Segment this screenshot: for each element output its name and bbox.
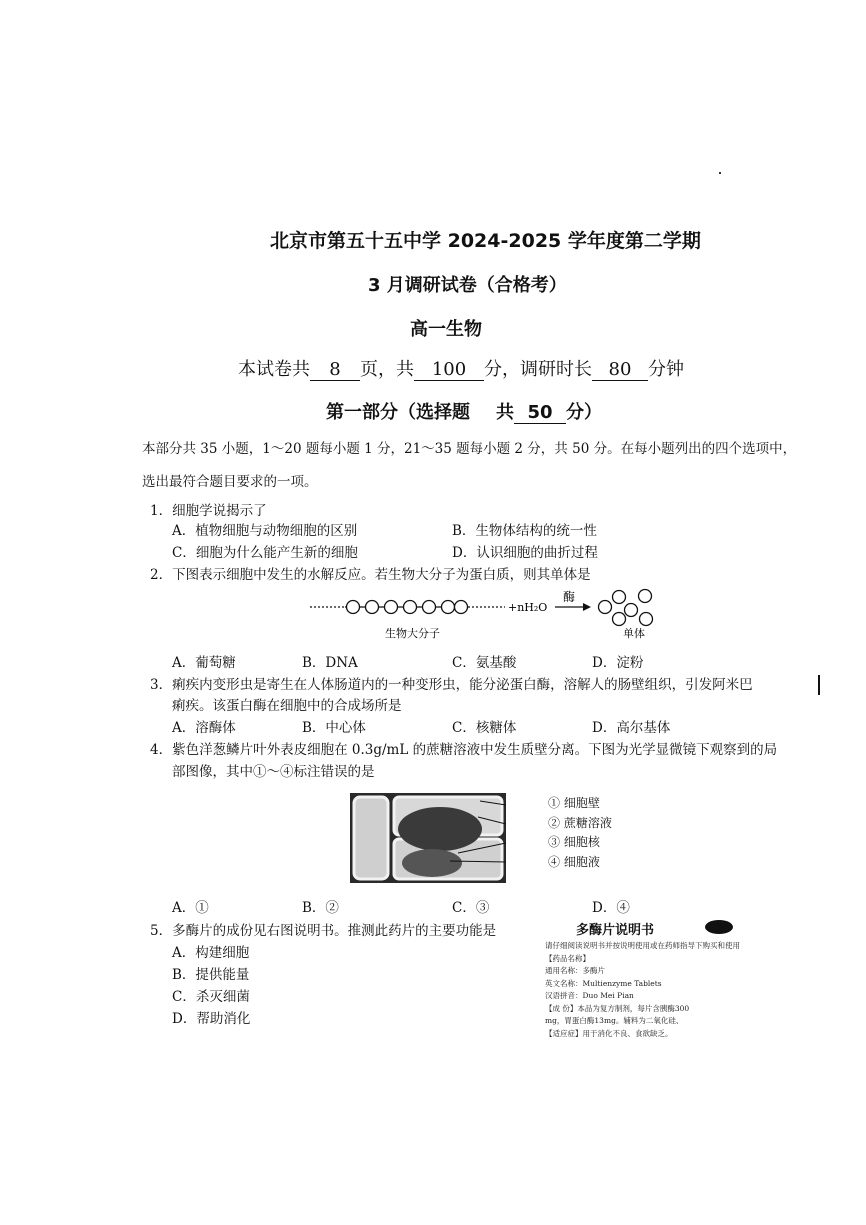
free-monomer	[625, 604, 638, 617]
micrograph-labels	[548, 794, 612, 872]
reaction-arrowhead	[583, 603, 591, 611]
vacuole-dark	[398, 807, 482, 851]
part1-points: 50	[514, 402, 566, 424]
manual-line: 英文名称：Multienzyme Tablets	[545, 978, 662, 988]
manual-line: 汉语拼音：Duo Mei Pian	[545, 991, 634, 1000]
question-1-option-c[interactable]: C．细胞为什么能产生新的细胞	[172, 545, 358, 561]
question-5-option-c[interactable]: C．杀灭细菌	[172, 989, 250, 1005]
question-3-stem: 3．痢疾内变形虫是寄生在人体肠道内的一种变形虫，能分泌蛋白酶，溶解人的肠壁组织，引发阿米巴	[150, 677, 753, 693]
monomer-circle	[455, 601, 468, 614]
manual-logo	[702, 917, 736, 937]
manual-line: 【成 份】本品为复方制剂，每片含胰酶300	[545, 1003, 690, 1013]
page-count: 8	[310, 359, 360, 381]
question-3-option-d[interactable]: D．高尔基体	[592, 720, 671, 736]
cell-left	[354, 797, 388, 879]
question-3-option-b[interactable]: B．中心体	[302, 720, 366, 736]
question-4-stem: 4．紫色洋葱鳞片叶外表皮细胞在 0.3g/mL 的蔗糖溶液中发生质壁分离。下图为光学显微镜下观察到的局	[150, 742, 778, 758]
manual-line: 【药品名称】	[545, 953, 590, 963]
exam-duration: 80	[592, 359, 648, 381]
scan-speck	[719, 172, 721, 174]
exam-info-score-prefix: 页，共	[360, 359, 414, 380]
part1-instruction-line2: 选出最符合题目要求的一项。	[142, 474, 318, 490]
question-3-stem-cont: 痢疾。该蛋白酶在细胞中的合成场所是	[172, 698, 402, 714]
subject-title: 高一生物	[410, 319, 482, 340]
part1-heading-mid: 共	[496, 402, 514, 423]
question-4-option-c[interactable]: C．③	[452, 900, 490, 916]
monomer-label: 单体	[623, 627, 645, 640]
protoplast	[402, 849, 462, 877]
monomer-circle	[366, 601, 379, 614]
water-label: +nH₂O	[508, 601, 548, 614]
question-1-option-a[interactable]: A．植物细胞与动物细胞的区别	[172, 523, 358, 539]
question-2-option-b[interactable]: B．DNA	[302, 655, 358, 671]
exam-info-time-prefix: 分，调研时长	[484, 359, 592, 380]
question-4-stem-cont: 部图像，其中①～④标注错误的是	[172, 764, 375, 780]
total-score: 100	[414, 359, 484, 381]
monomer-circle	[442, 601, 455, 614]
manual-line: 通用名称：多酶片	[545, 966, 605, 975]
label-2: ② 蔗糖溶液	[548, 815, 612, 830]
exam-subtitle: 3 月调研试卷（合格考）	[368, 275, 567, 296]
manual-text	[545, 940, 740, 1040]
part1-instruction-line1: 本部分共 35 小题，1～20 题每小题 1 分，21～35 题每小题 2 分，共 50 分。在每小题列出的四个选项中，	[142, 441, 797, 457]
question-3-option-a[interactable]: A．溶酶体	[172, 720, 236, 736]
exam-info-line	[238, 355, 684, 381]
free-monomer	[613, 591, 626, 604]
question-5-stem: 5．多酶片的成份见右图说明书。推测此药片的主要功能是	[150, 923, 497, 939]
label-4: ④ 细胞液	[548, 854, 600, 869]
label-3: ③ 细胞核	[548, 835, 600, 849]
label-1: ① 细胞壁	[548, 796, 600, 810]
exam-title: 北京市第五十五中学 2024-2025 学年度第二学期	[270, 230, 701, 252]
question-1-option-b[interactable]: B．生物体结构的统一性	[452, 523, 597, 539]
question-4-option-a[interactable]: A．①	[172, 900, 209, 916]
question-3-option-c[interactable]: C．核糖体	[452, 720, 517, 736]
part1-heading	[326, 398, 602, 424]
free-monomer	[639, 590, 652, 603]
manual-line: 【适应症】用于消化不良、食欲缺乏。	[545, 1028, 673, 1038]
question-4-option-b[interactable]: B．②	[302, 900, 339, 916]
free-monomer	[599, 601, 612, 614]
exam-info-suffix: 分钟	[648, 359, 684, 380]
manual-logo-shape	[705, 920, 733, 934]
question-5-option-d[interactable]: D．帮助消化	[172, 1011, 251, 1027]
scan-edge-mark	[818, 675, 820, 695]
question-2-option-d[interactable]: D．淀粉	[592, 655, 644, 671]
question-1-stem: 1．细胞学说揭示了	[150, 503, 267, 519]
exam-info-prefix: 本试卷共	[238, 359, 310, 380]
question-2-option-a[interactable]: A．葡萄糖	[172, 655, 236, 671]
monomer-circle	[404, 601, 417, 614]
micrograph-image	[350, 793, 506, 883]
question-2-option-c[interactable]: C．氨基酸	[452, 655, 517, 671]
question-5-option-a[interactable]: A．构建细胞	[172, 945, 250, 961]
question-1-option-d[interactable]: D．认识细胞的曲折过程	[452, 545, 598, 561]
free-monomer	[640, 613, 653, 626]
free-monomer	[613, 613, 626, 626]
manual-line: 请仔细阅读说明书并按说明使用或在药师指导下购买和使用	[545, 941, 740, 950]
monomer-circle	[385, 601, 398, 614]
manual-title: 多酶片说明书	[576, 923, 655, 938]
part1-heading-prefix: 第一部分（选择题	[326, 402, 470, 423]
question-2-stem: 2．下图表示细胞中发生的水解反应。若生物大分子为蛋白质，则其单体是	[150, 567, 591, 583]
manual-line: mg，胃蛋白酶13mg。辅料为二氧化硅、	[545, 1016, 684, 1025]
macromolecule-label: 生物大分子	[385, 627, 440, 640]
enzyme-label: 酶	[563, 590, 576, 604]
monomer-circle	[347, 601, 360, 614]
question-4-option-d[interactable]: D．④	[592, 900, 630, 916]
part1-heading-suffix: 分）	[566, 402, 602, 423]
monomer-circle	[423, 601, 436, 614]
question-5-option-b[interactable]: B．提供能量	[172, 967, 250, 983]
hydrolysis-diagram	[305, 585, 675, 645]
